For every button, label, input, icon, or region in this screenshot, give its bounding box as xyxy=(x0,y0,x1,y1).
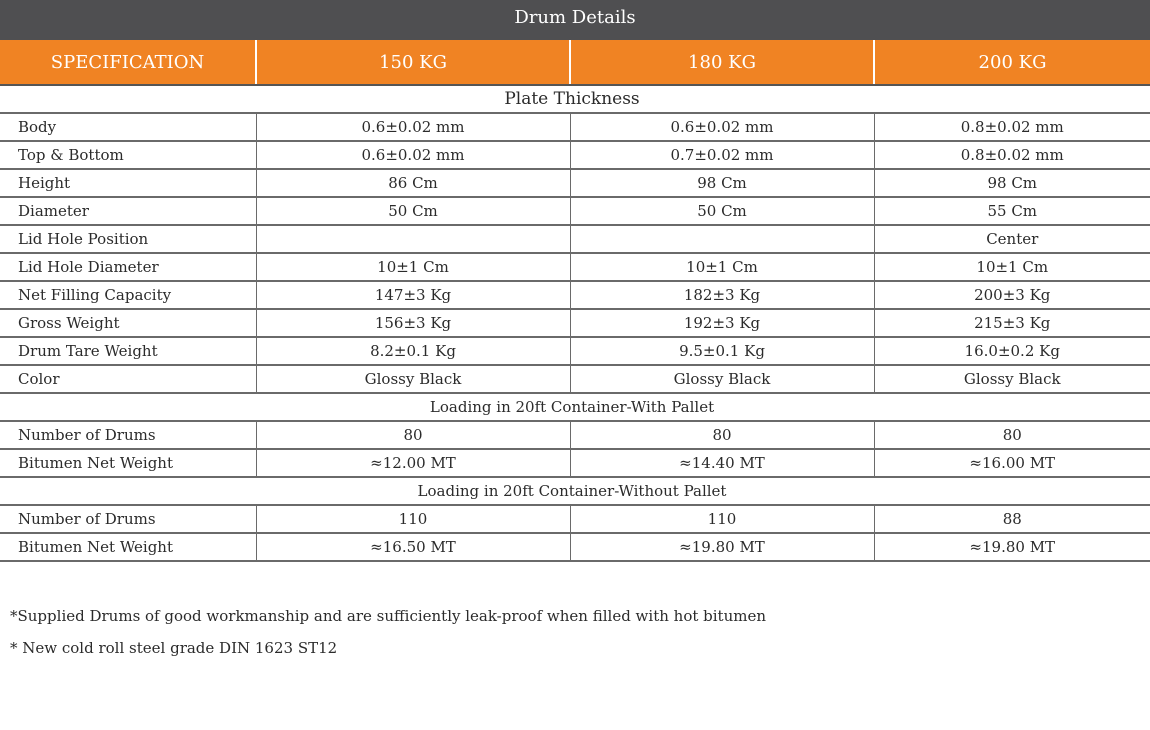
table-row xyxy=(0,225,1150,253)
cell-150kg: ≈16.50 MT xyxy=(256,533,570,561)
cell-180kg: Glossy Black xyxy=(570,365,874,393)
cell-200kg: 215±3 Kg xyxy=(874,309,1150,337)
cell-200kg: 55 Cm xyxy=(874,197,1150,225)
section-row-without-pallet xyxy=(0,477,1150,505)
table-row xyxy=(0,141,1150,169)
section-row-plate-thickness xyxy=(0,85,1150,113)
cell-200kg: ≈19.80 MT xyxy=(874,533,1150,561)
cell-200kg: 98 Cm xyxy=(874,169,1150,197)
section-title: Plate Thickness xyxy=(0,85,1150,113)
cell-150kg: 50 Cm xyxy=(256,197,570,225)
row-label: Gross Weight xyxy=(0,309,256,337)
table-header-row xyxy=(0,40,1150,85)
table-row xyxy=(0,533,1150,561)
cell-180kg: ≈19.80 MT xyxy=(570,533,874,561)
row-label: Lid Hole Position xyxy=(0,225,256,253)
cell-150kg: 147±3 Kg xyxy=(256,281,570,309)
row-label: Lid Hole Diameter xyxy=(0,253,256,281)
cell-180kg: 110 xyxy=(570,505,874,533)
header-150kg: 150 KG xyxy=(256,40,570,85)
cell-150kg: 80 xyxy=(256,421,570,449)
row-label: Body xyxy=(0,113,256,141)
cell-200kg: 0.8±0.02 mm xyxy=(874,141,1150,169)
cell-150kg xyxy=(256,225,570,253)
cell-200kg: 200±3 Kg xyxy=(874,281,1150,309)
header-specification: SPECIFICATION xyxy=(0,40,256,85)
table-row xyxy=(0,365,1150,393)
cell-150kg: 8.2±0.1 Kg xyxy=(256,337,570,365)
row-label: Bitumen Net Weight xyxy=(0,533,256,561)
header-180kg: 180 KG xyxy=(570,40,874,85)
table-row xyxy=(0,505,1150,533)
table-row xyxy=(0,113,1150,141)
cell-150kg: Glossy Black xyxy=(256,365,570,393)
cell-150kg: 86 Cm xyxy=(256,169,570,197)
cell-150kg: 110 xyxy=(256,505,570,533)
table-row xyxy=(0,169,1150,197)
table-row xyxy=(0,449,1150,477)
table-row xyxy=(0,281,1150,309)
cell-150kg: 10±1 Cm xyxy=(256,253,570,281)
cell-180kg: 10±1 Cm xyxy=(570,253,874,281)
cell-200kg: ≈16.00 MT xyxy=(874,449,1150,477)
cell-200kg: Center xyxy=(874,225,1150,253)
cell-180kg xyxy=(570,225,874,253)
cell-200kg: Glossy Black xyxy=(874,365,1150,393)
cell-180kg: 0.7±0.02 mm xyxy=(570,141,874,169)
row-label: Bitumen Net Weight xyxy=(0,449,256,477)
cell-200kg: 10±1 Cm xyxy=(874,253,1150,281)
cell-150kg: ≈12.00 MT xyxy=(256,449,570,477)
table-row xyxy=(0,309,1150,337)
cell-200kg: 88 xyxy=(874,505,1150,533)
cell-180kg: 182±3 Kg xyxy=(570,281,874,309)
cell-150kg: 0.6±0.02 mm xyxy=(256,141,570,169)
footnote-leak-proof: *Supplied Drums of good workmanship and are sufficiently leak-proof when filled with hot bitumen xyxy=(10,607,766,625)
section-row-with-pallet xyxy=(0,393,1150,421)
row-label: Number of Drums xyxy=(0,505,256,533)
section-title: Loading in 20ft Container-Without Pallet xyxy=(0,477,1150,505)
section-title: Loading in 20ft Container-With Pallet xyxy=(0,393,1150,421)
row-label: Diameter xyxy=(0,197,256,225)
cell-150kg: 0.6±0.02 mm xyxy=(256,113,570,141)
row-label: Number of Drums xyxy=(0,421,256,449)
cell-200kg: 0.8±0.02 mm xyxy=(874,113,1150,141)
table-row xyxy=(0,253,1150,281)
row-label: Height xyxy=(0,169,256,197)
cell-180kg: 80 xyxy=(570,421,874,449)
header-200kg: 200 KG xyxy=(874,40,1150,85)
footnotes xyxy=(0,600,1150,664)
drum-spec-table xyxy=(0,40,1150,562)
cell-200kg: 80 xyxy=(874,421,1150,449)
row-label: Color xyxy=(0,365,256,393)
row-label: Net Filling Capacity xyxy=(0,281,256,309)
cell-180kg: 50 Cm xyxy=(570,197,874,225)
table-row xyxy=(0,421,1150,449)
cell-200kg: 16.0±0.2 Kg xyxy=(874,337,1150,365)
cell-180kg: 192±3 Kg xyxy=(570,309,874,337)
cell-150kg: 156±3 Kg xyxy=(256,309,570,337)
cell-180kg: 0.6±0.02 mm xyxy=(570,113,874,141)
cell-180kg: 9.5±0.1 Kg xyxy=(570,337,874,365)
row-label: Top & Bottom xyxy=(0,141,256,169)
cell-180kg: ≈14.40 MT xyxy=(570,449,874,477)
page-title: Drum Details xyxy=(0,0,1150,40)
footnote-steel-grade: * New cold roll steel grade DIN 1623 ST12 xyxy=(10,639,338,657)
table-row xyxy=(0,197,1150,225)
table-row xyxy=(0,337,1150,365)
row-label: Drum Tare Weight xyxy=(0,337,256,365)
cell-180kg: 98 Cm xyxy=(570,169,874,197)
